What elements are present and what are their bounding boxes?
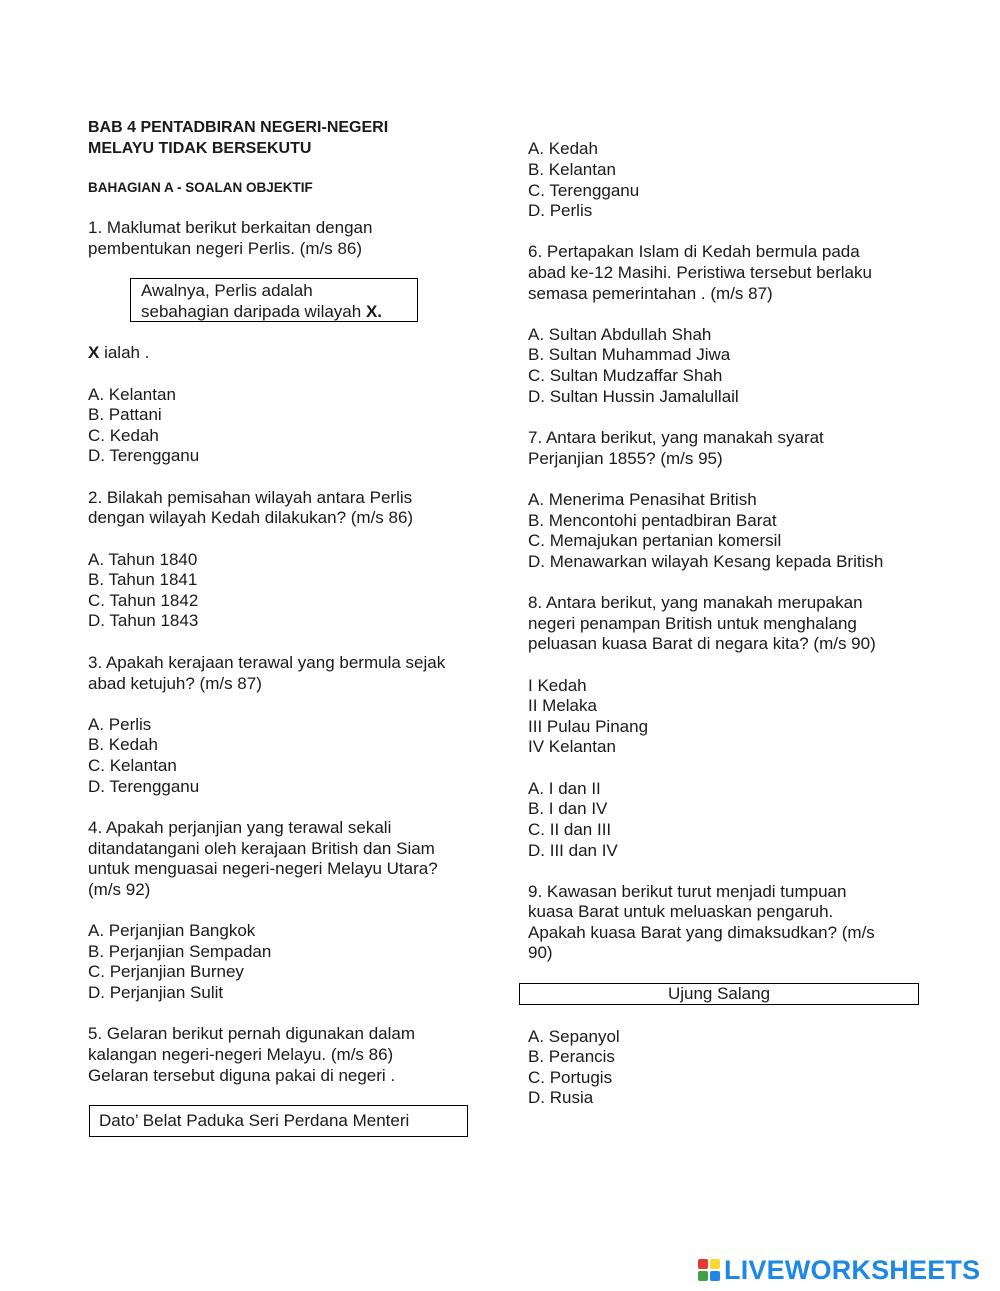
place-box-text: Ujung Salang <box>667 984 771 1003</box>
question-1-stem <box>88 342 149 363</box>
q8-item-4: IV Kelantan <box>528 737 616 756</box>
q8-item-2: II Melaka <box>528 696 597 715</box>
q9-option-b[interactable]: B. Perancis <box>528 1047 615 1066</box>
logo-mark-square <box>710 1259 720 1269</box>
question-8-text-line3: peluasan kuasa Barat di negara kita? (m/s 90) <box>528 634 876 653</box>
question-2-text: 2. Bilakah pemisahan wilayah antara Perlis <box>88 488 413 507</box>
q3-option-a[interactable]: A. Perlis <box>88 715 152 734</box>
q1-option-d[interactable]: D. Terengganu <box>88 446 200 465</box>
question-2-text-line2: dengan wilayah Kedah dilakukan? (m/s 86) <box>88 508 414 527</box>
question-9-text-line2: kuasa Barat untuk meluaskan pengaruh. <box>528 902 834 921</box>
q4-option-c[interactable]: C. Perjanjian Burney <box>88 962 244 981</box>
q7-option-c[interactable]: C. Memajukan pertanian komersil <box>528 531 782 550</box>
q4-option-b[interactable]: B. Perjanjian Sempadan <box>88 942 272 961</box>
question-5-text-line3: Gelaran tersebut diguna pakai di negeri . <box>88 1066 396 1085</box>
question-9-text-line4: 90) <box>528 943 553 962</box>
question-4-text-line3: untuk menguasai negeri-negeri Melayu Utara? <box>88 859 438 878</box>
question-6-text: 6. Pertapakan Islam di Kedah bermula pada <box>528 242 860 261</box>
q5-option-b[interactable]: B. Kelantan <box>528 160 616 179</box>
question-1-info-box <box>130 278 418 322</box>
q9-option-a[interactable]: A. Sepanyol <box>528 1027 620 1046</box>
title-box-text: Dato’ Belat Paduka Seri Perdana Menteri <box>99 1111 410 1130</box>
question-3-text: 3. Apakah kerajaan terawal yang bermula sejak <box>88 653 446 672</box>
logo-mark-square <box>698 1259 708 1269</box>
question-4-text-line4: (m/s 92) <box>88 880 151 899</box>
q8-option-d[interactable]: D. III dan IV <box>528 841 618 860</box>
question-5-text: 5. Gelaran berikut pernah digunakan dalam <box>88 1024 415 1043</box>
liveworksheets-mark-icon <box>698 1259 720 1281</box>
q6-option-c[interactable]: C. Sultan Mudzaffar Shah <box>528 366 723 385</box>
q3-option-d[interactable]: D. Terengganu <box>88 777 200 796</box>
question-6-text-line2: abad ke-12 Masihi. Peristiwa tersebut berlaku <box>528 263 872 282</box>
logo-text: LIVEWORKSHEETS <box>724 1254 981 1285</box>
q1-option-b[interactable]: B. Pattani <box>88 405 162 424</box>
info-box-text: sebahagian daripada wilayah <box>141 302 366 321</box>
q8-item-1: I Kedah <box>528 676 587 695</box>
q9-option-c[interactable]: C. Portugis <box>528 1068 613 1087</box>
question-1-text-line2: pembentukan negeri Perlis. (m/s 86) <box>88 239 363 258</box>
q6-option-a[interactable]: A. Sultan Abdullah Shah <box>528 325 712 344</box>
q1-option-c[interactable]: C. Kedah <box>88 426 159 445</box>
info-box-line1: Awalnya, Perlis adalah <box>141 281 313 300</box>
question-9-place-box <box>519 983 919 1005</box>
q1-option-a[interactable]: A. Kelantan <box>88 385 176 404</box>
stem-bold-x: X <box>88 343 100 362</box>
question-4-text: 4. Apakah perjanjian yang terawal sekali <box>88 818 392 837</box>
question-8-text: 8. Antara berikut, yang manakah merupakan <box>528 593 863 612</box>
question-7-text: 7. Antara berikut, yang manakah syarat <box>528 428 824 447</box>
q3-option-c[interactable]: C. Kelantan <box>88 756 177 775</box>
q2-option-d[interactable]: D. Tahun 1843 <box>88 611 199 630</box>
q8-option-a[interactable]: A. I dan II <box>528 779 601 798</box>
page-title: BAB 4 PENTADBIRAN NEGERI-NEGERI <box>88 119 389 136</box>
question-5-title-box <box>89 1105 468 1137</box>
q4-option-d[interactable]: D. Perjanjian Sulit <box>88 983 224 1002</box>
question-7-text-line2: Perjanjian 1855? (m/s 95) <box>528 449 723 468</box>
question-1-text: 1. Maklumat berikut berkaitan dengan <box>88 218 373 237</box>
q2-option-c[interactable]: C. Tahun 1842 <box>88 591 199 610</box>
logo-mark-square <box>710 1271 720 1281</box>
q6-option-b[interactable]: B. Sultan Muhammad Jiwa <box>528 345 731 364</box>
question-3-text-line2: abad ketujuh? (m/s 87) <box>88 674 262 693</box>
q2-option-b[interactable]: B. Tahun 1841 <box>88 570 198 589</box>
q4-option-a[interactable]: A. Perjanjian Bangkok <box>88 921 256 940</box>
question-9-text: 9. Kawasan berikut turut menjadi tumpuan <box>528 882 847 901</box>
question-5-text-line2: kalangan negeri-negeri Melayu. (m/s 86) <box>88 1045 394 1064</box>
q8-option-c[interactable]: C. II dan III <box>528 820 612 839</box>
question-9-text-line3: Apakah kuasa Barat yang dimaksudkan? (m/s <box>528 923 875 942</box>
q5-option-c[interactable]: C. Terengganu <box>528 181 640 200</box>
stem-rest: ialah . <box>99 343 150 362</box>
question-8-text-line2: negeri penampan British untuk menghalang <box>528 614 857 633</box>
q7-option-d[interactable]: D. Menawarkan wilayah Kesang kepada British <box>528 552 884 571</box>
q9-option-d[interactable]: D. Rusia <box>528 1088 594 1107</box>
q8-option-b[interactable]: B. I dan IV <box>528 799 608 818</box>
q2-option-a[interactable]: A. Tahun 1840 <box>88 550 198 569</box>
q5-option-d[interactable]: D. Perlis <box>528 201 593 220</box>
q5-option-a[interactable]: A. Kedah <box>528 139 598 158</box>
q7-option-b[interactable]: B. Mencontohi pentadbiran Barat <box>528 511 777 530</box>
question-4-text-line2: ditandatangani oleh kerajaan British dan Siam <box>88 839 435 858</box>
q6-option-d[interactable]: D. Sultan Hussin Jamalullail <box>528 387 739 406</box>
info-box-bold-x: X. <box>365 302 383 321</box>
page-title-line2: MELAYU TIDAK BERSEKUTU <box>88 140 312 157</box>
section-heading: BAHAGIAN A - SOALAN OBJEKTIF <box>88 180 313 195</box>
question-6-text-line3: semasa pemerintahan . (m/s 87) <box>528 284 773 303</box>
liveworksheets-logo <box>698 1255 980 1285</box>
q7-option-a[interactable]: A. Menerima Penasihat British <box>528 490 757 509</box>
q3-option-b[interactable]: B. Kedah <box>88 735 158 754</box>
info-box-line2 <box>141 301 417 322</box>
logo-mark-square <box>698 1271 708 1281</box>
q8-item-3: III Pulau Pinang <box>528 717 649 736</box>
